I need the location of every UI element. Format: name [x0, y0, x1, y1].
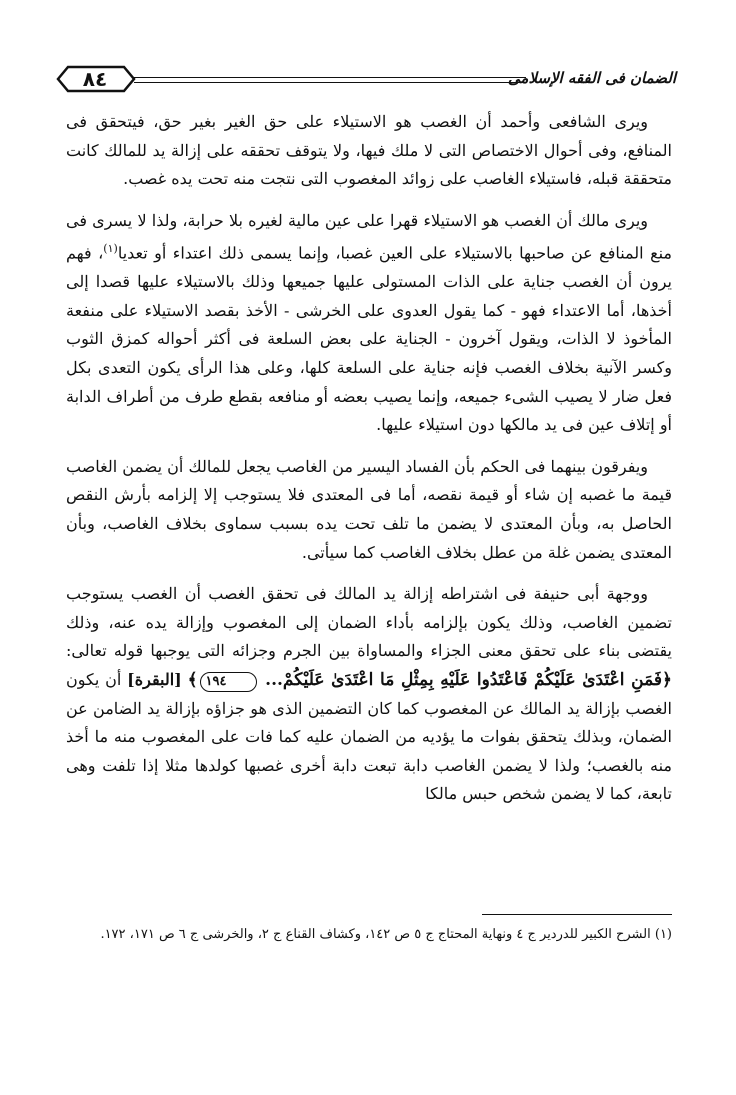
paragraph-text: ووجهة أبى حنيفة فى اشتراطه إزالة يد المالك فى تحقق الغصب أن الغصب يستوجب تضمين الغاصب، وذلك يكون بإلزامه بأداء الضمان إلى المغصوب وإزالة يده عنه، وذلك يقتضى بناء على تحقق معنى الجزاء والمساواة بين الجرم وجزائه التى يوجبها قوله تعالى:	[66, 584, 672, 661]
page-header	[56, 58, 676, 100]
paragraph-text: ، فهم يرون أن الغصب جناية على الذات المستولى عليها جميعها وذلك بالاستيلاء عليها قصدا إلى أخذها، أما الاعتداء فهو - كما يقول العدوى على الخرشى - الأخذ بقصد الاستيلاء على منفعة المأخوذ لا الذات، ويقول آخرون - الجناية على بعض السلعة فى أكثر أحواله كمزق الثوب وكسر الآنية بخلاف الغصب فإنه جناية على السلعة كلها، وعلى هذا الرأى يكون التعدى بكل فعل ضار لا يصيب الشىء جميعه، وإنما يصيب بعضه أو منافعه بقطع طرف من أطراف الدابة أو إتلاف عين فى يد مالكها دون استيلاء عليها.	[66, 243, 673, 435]
paragraph-abu-hanifa	[66, 580, 672, 809]
paragraph-text: ويرى مالك أن الغصب هو الاستيلاء قهرا على عين مالية لغيره بلا حرابة، ولذا لا يسرى فى منع المنافع عن صاحبها بالاستيلاء على العين غصبا، وإنما يسمى ذلك اعتداء أو تعديا	[66, 210, 672, 263]
running-title: الضمان فى الفقه الإسلامى	[507, 69, 676, 87]
paragraph-malik	[66, 207, 672, 440]
paragraph-shafii-ahmad	[66, 108, 672, 194]
footnote-marker[interactable]: (١)	[103, 242, 118, 256]
header-rule	[134, 77, 526, 83]
paragraph-text: ويرى الشافعى وأحمد أن الغصب هو الاستيلاء على حق الغير بغير حق، فيتحقق فى المنافع، وفى أحوال الاختصاص التى لا ملك فيها، ولا يتوقف تحققه على إزالة يد للمالك كانت متحققة قبله، فاستيلاء الغاصب على زوائد المغصوب التى نتجت منه تحت يده غصب.	[66, 112, 673, 189]
main-text	[66, 108, 672, 822]
paragraph-text: أن يكون الغصب بإزالة يد المالك عن المغصوب كما كان التضمين الذى هو جزاؤه بإزالة يد الضامن عن الضمان، وبذلك يتحقق بفوات ما يؤديه من الضمان عليه كما فات على المغصوب منه ما أخذ منه بالغصب؛ ولذا لا يضمن الغاصب دابة تبعت دابة أخرى غصبها كولدها مثلا إذا تلفت وهى تابعة، كما لا يضمن شخص حبس مالكا	[66, 670, 673, 804]
paragraph-difference	[66, 453, 672, 567]
footnote: (١) الشرح الكبير للدردير ج ٤ ونهاية المحتاج ج ٥ ص ١٤٢، وكشاف القناع ج ٢، والخرشى ج ٦ ص ١٧١، ١٧٢.	[100, 927, 672, 942]
page-number: ٨٤	[82, 67, 108, 91]
quran-bracket-close: ﴾	[187, 670, 198, 691]
footnote-separator	[482, 914, 672, 915]
quran-verse: ﴿فَمَنِ اعْتَدَىٰ عَلَيْكُمْ فَاعْتَدُوا عَلَيْهِ بِمِثْلِ مَا اعْتَدَىٰ عَلَيْكُمْ...	[258, 670, 672, 691]
ayah-number: ١٩٤	[200, 672, 257, 692]
surah-name: [البقرة]	[127, 670, 182, 690]
page-number-frame	[56, 64, 136, 94]
paragraph-text: ويفرقون بينهما فى الحكم بأن الفساد اليسير من الغاصب يجعل للمالك أن يضمن الغاصب قيمة ما غصبه إن شاء أو قيمة نقصه، أما فى المعتدى فلا يستوجب إلا إلزامه بأرش النقص الحاصل به، وبأن المعتدى لا يضمن ما تلف تحت يده بسبب سماوى بخلاف الغاصب، وبأن المعتدى يضمن غلة من عطل بخلاف الغاصب كما سيأتى.	[66, 456, 672, 562]
